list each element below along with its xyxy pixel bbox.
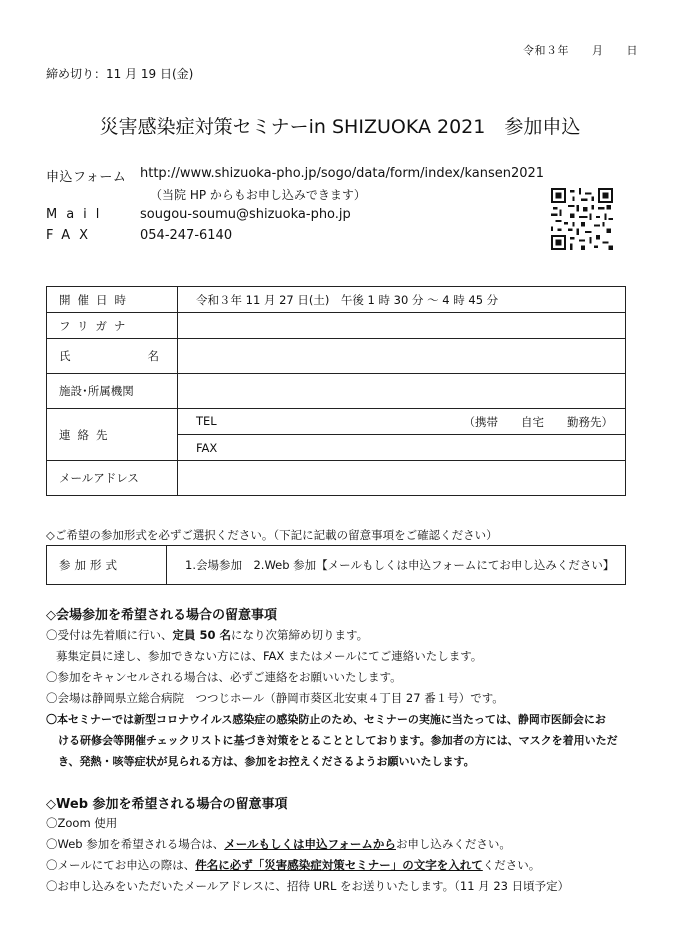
tel-options: （携帯 自宅 勤務先） bbox=[463, 414, 613, 429]
fax-number: 054-247-6140 bbox=[140, 228, 233, 243]
web-note-1: 〇Zoom 使用 bbox=[46, 816, 118, 830]
name-label-1: 氏 bbox=[59, 349, 71, 363]
venue-note-4-line1: 〇本セミナーでは新型コロナウイルス感染症の感染防止のため、セミナーの実施に当たっては、静岡市医師会にお bbox=[46, 713, 606, 726]
org-label: 施設･所属機関 bbox=[47, 374, 178, 409]
date-line: 令和３年 月 日 bbox=[523, 44, 638, 57]
fax-label: FAX bbox=[46, 228, 98, 243]
mail-label: Mail bbox=[46, 207, 109, 222]
name-label-2: 名 bbox=[147, 349, 159, 363]
application-table bbox=[46, 286, 626, 496]
participation-table bbox=[46, 545, 626, 585]
furigana-field[interactable] bbox=[178, 313, 626, 339]
page-title: 災害感染症対策セミナーin SHIZUOKA 2021 参加申込 bbox=[99, 116, 581, 138]
email-field[interactable] bbox=[178, 461, 626, 496]
contact-label: 連絡先 bbox=[47, 409, 178, 461]
form-url[interactable]: http://www.shizuoka-pho.jp/sogo/data/form/index/kansen2021 bbox=[140, 166, 545, 181]
name-label bbox=[47, 339, 178, 374]
name-field[interactable] bbox=[178, 339, 626, 374]
web-note-2: 〇Web 参加を希望される場合は、メールもしくは申込フォームからお申し込みください。 bbox=[46, 837, 511, 851]
tel-label: TEL bbox=[196, 413, 217, 428]
fax-row-label: FAX bbox=[196, 440, 218, 455]
participation-options[interactable]: 1.会場参加 2.Web 参加【メールもしくは申込フォームにてお申し込みください】 bbox=[167, 546, 626, 585]
date-label: 開催日時 bbox=[47, 287, 178, 313]
venue-note-1: 〇受付は先着順に行い、定員 50 名になり次第締め切ります。 bbox=[46, 628, 369, 642]
qr-code bbox=[551, 188, 613, 250]
venue-note-4-line3: き、発熱・咳等症状が見られる方は、参加をお控えくださるようお願いいたします。 bbox=[58, 755, 475, 768]
furigana-label: フリガナ bbox=[47, 313, 178, 339]
venue-note-3: 〇会場は静岡県立総合病院 つつじホール（静岡市葵区北安東４丁目 27 番１号）です。 bbox=[46, 691, 504, 705]
venue-section-title: ◇会場参加を希望される場合の留意事項 bbox=[46, 608, 277, 623]
web-section-title: ◇Web 参加を希望される場合の留意事項 bbox=[46, 797, 288, 812]
email-label: メールアドレス bbox=[47, 461, 178, 496]
form-note: （当院 HP からもお申し込みできます） bbox=[150, 188, 366, 202]
web-note-3: 〇メールにてお申込の際は、件名に必ず「災害感染症対策セミナー」の文字を入れてください。 bbox=[46, 858, 541, 872]
mail-address[interactable]: sougou-soumu@shizuoka-pho.jp bbox=[140, 207, 351, 222]
web-note-4: 〇お申し込みをいただいたメールアドレスに、招待 URL をお送りいたします。（11 月 23 日頃予定） bbox=[46, 879, 570, 893]
date-value: 令和３年 11 月 27 日(土) 午後 1 時 30 分 ～ 4 時 45 分 bbox=[178, 287, 626, 313]
participation-note: ◇ご希望の参加形式を必ずご選択ください。（下記に記載の留意事項をご確認ください） bbox=[46, 528, 498, 542]
venue-note-1-cont: 募集定員に達し、参加できない方には、FAX またはメールにてご連絡いたします。 bbox=[56, 649, 483, 663]
participation-label: 参加形式 bbox=[47, 546, 167, 585]
venue-note-2: 〇参加をキャンセルされる場合は、必ずご連絡をお願いいたします。 bbox=[46, 670, 402, 684]
org-field[interactable] bbox=[178, 374, 626, 409]
tel-field[interactable] bbox=[178, 409, 626, 435]
form-label: 申込フォーム bbox=[46, 170, 127, 185]
venue-note-4-line2: ける研修会等開催チェックリストに基づき対策をとることとしております。参加者の方には、マスクを着用いただ bbox=[58, 734, 618, 747]
fax-field[interactable] bbox=[178, 435, 626, 461]
deadline: 締め切り：11 月 19 日(金) bbox=[46, 67, 194, 81]
